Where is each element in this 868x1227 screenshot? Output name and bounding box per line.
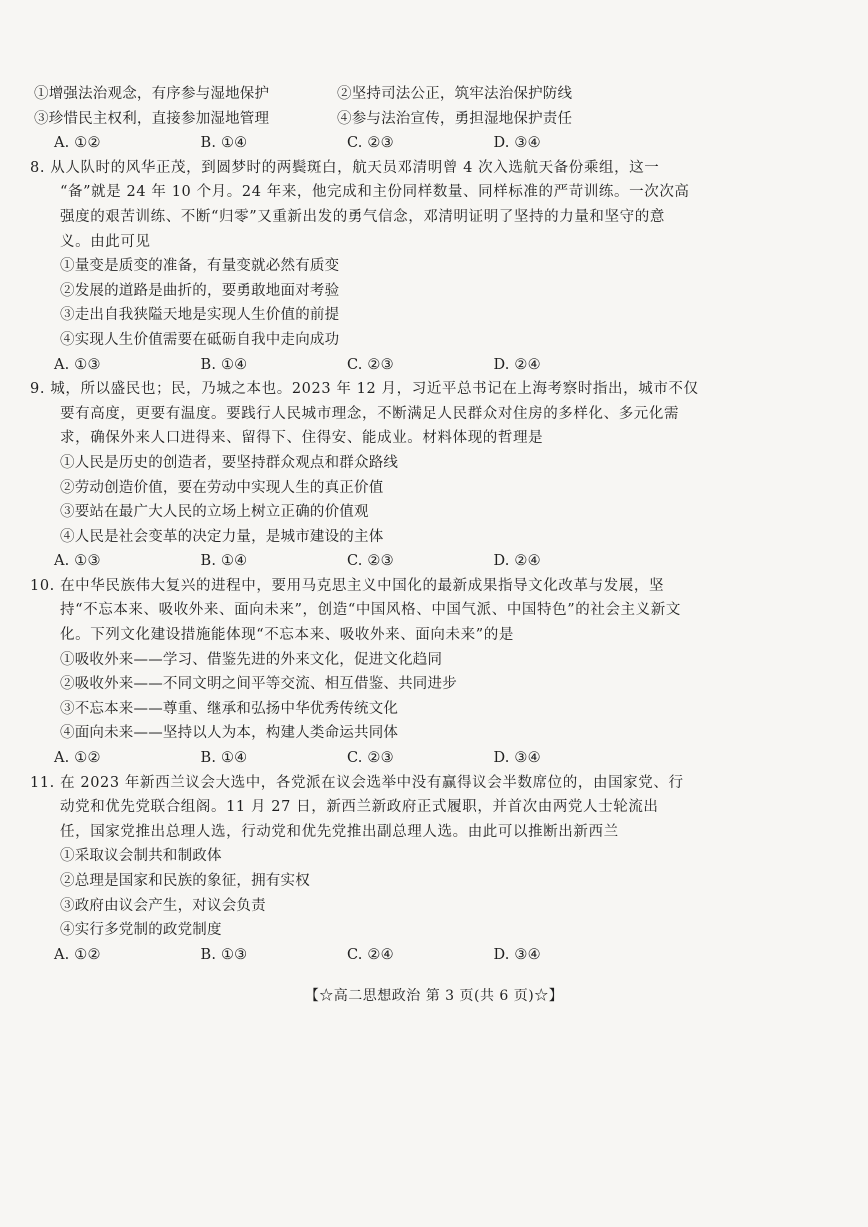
- q11-stem-line: 11. 在 2023 年新西兰议会大选中，各党派在议会选举中没有赢得议会半数席位的，由国家党、行: [30, 774, 684, 791]
- question-list: [30, 82, 699, 967]
- choice-c: C. ②③: [347, 553, 394, 570]
- q10-option: ①吸收外来——学习、借鉴先进的外来文化，促进文化趋同: [60, 651, 443, 668]
- q7-options-row-1: [30, 82, 640, 107]
- q7-options-row-2: [30, 107, 640, 132]
- q9-stem-line: 求，确保外来人口进得来、留得下、住得安、能成业。材料体现的哲理是: [60, 430, 544, 447]
- choice-b: B. ①④: [200, 356, 248, 373]
- q9-stem-line: 9. 城，所以盛民也；民，乃城之本也。2023 年 12 月，习近平总书记在上海考察时指出，城市不仅: [30, 381, 699, 398]
- q11-option: ①采取议会制共和制政体: [60, 848, 222, 865]
- q10-stem-line: 10. 在中华民族伟大复兴的进程中，要用马克思主义中国化的最新成果指导文化改革与发展，坚: [30, 577, 665, 594]
- q11-option: ③政府由议会产生，对议会负责: [60, 897, 266, 914]
- q8-stem-line: “备”就是 24 年 10 个月。24 年来，他完成和主份同样数量、同样标准的严苛训练。一次次高: [60, 184, 690, 201]
- q10-stem-line: 持“不忘本来、吸收外来、面向未来”，创造“中国风格、中国气派、中国特色”的社会主义新文: [60, 602, 681, 619]
- q11-option: ②总理是国家和民族的象征，拥有实权: [60, 873, 310, 889]
- option: ③珍惜民主权利，直接参加湿地管理: [34, 110, 270, 127]
- q9-option: ②劳动创造价值，要在劳动中实现人生的真正价值: [60, 479, 384, 496]
- choice-a: A. ①②: [54, 750, 101, 767]
- choice-a: A. ①②: [54, 946, 101, 963]
- choice-a: A. ①③: [54, 356, 101, 373]
- q9-choices: [30, 549, 640, 574]
- choice-b: B. ①④: [200, 135, 248, 152]
- option: ②坚持司法公正，筑牢法治保护防线: [337, 86, 573, 102]
- q11-stem-line: 动党和优先党联合组阁。11 月 27 日，新西兰新政府正式履职，并首次由两党人士轮流出: [60, 799, 659, 816]
- option: ①增强法治观念，有序参与湿地保护: [34, 86, 270, 102]
- choice-b: B. ①④: [200, 553, 248, 570]
- q7-choices: [30, 131, 640, 156]
- q11-option: ④实行多党制的政党制度: [60, 922, 222, 939]
- q9-option: ①人民是历史的创造者，要坚持群众观点和群众路线: [60, 454, 399, 471]
- q8-stem-line: 强度的艰苦训练、不断“归零”又重新出发的勇气信念，邓清明证明了坚持的力量和坚守的意: [60, 208, 665, 225]
- q8-option: ①量变是质变的准备，有量变就必然有质变: [60, 258, 340, 275]
- q10-choices: [30, 746, 640, 771]
- choice-d: D. ②④: [493, 553, 541, 570]
- choice-c: C. ②③: [347, 356, 394, 373]
- choice-a: A. ①②: [54, 135, 101, 152]
- choice-a: A. ①③: [54, 553, 101, 570]
- choice-d: D. ③④: [493, 946, 541, 963]
- q10-option: ④面向未来——坚持以人为本，构建人类命运共同体: [60, 725, 399, 742]
- q11-choices: [30, 943, 640, 968]
- choice-b: B. ①③: [200, 946, 248, 963]
- q10-option: ②吸收外来——不同文明之间平等交流、相互借鉴、共同进步: [60, 676, 457, 693]
- q9-stem-line: 要有高度，更要有温度。要践行人民城市理念，不断满足人民群众对住房的多样化、多元化需: [60, 405, 680, 422]
- choice-b: B. ①④: [200, 750, 248, 767]
- q10-stem-line: 化。下列文化建设措施能体现“不忘本来、吸收外来、面向未来”的是: [60, 627, 514, 644]
- q8-option: ②发展的道路是曲折的，要勇敢地面对考验: [60, 282, 340, 299]
- q9-option: ④人民是社会变革的决定力量，是城市建设的主体: [60, 528, 384, 545]
- choice-c: C. ②③: [347, 750, 394, 767]
- q10-option: ③不忘本来——尊重、继承和弘扬中华优秀传统文化: [60, 700, 399, 717]
- q8-option: ④实现人生价值需要在砥砺自我中走向成功: [60, 331, 340, 348]
- choice-d: D. ③④: [493, 750, 541, 767]
- choice-c: C. ②④: [347, 946, 394, 963]
- q11-stem-line: 任，国家党推出总理人选，行动党和优先党推出副总理人选。由此可以推断出新西兰: [60, 823, 619, 840]
- option: ④参与法治宣传，勇担湿地保护责任: [337, 110, 573, 127]
- page-footer: 【☆高二思想政治 第 3 页(共 6 页)☆】: [304, 988, 564, 1004]
- q8-stem-line: 8. 从人队时的风华正茂，到圆梦时的两鬓斑白，航天员邓清明曾 4 次入选航天备份乘组，这一: [30, 159, 660, 176]
- q8-option: ③走出自我狭隘天地是实现人生价值的前提: [60, 307, 340, 324]
- choice-d: D. ②④: [493, 356, 541, 373]
- choice-c: C. ②③: [347, 135, 394, 152]
- choice-d: D. ③④: [493, 135, 541, 152]
- q9-option: ③要站在最广大人民的立场上树立正确的价值观: [60, 504, 369, 521]
- q8-stem-line: 义。由此可见: [60, 233, 151, 250]
- q8-choices: [30, 353, 640, 378]
